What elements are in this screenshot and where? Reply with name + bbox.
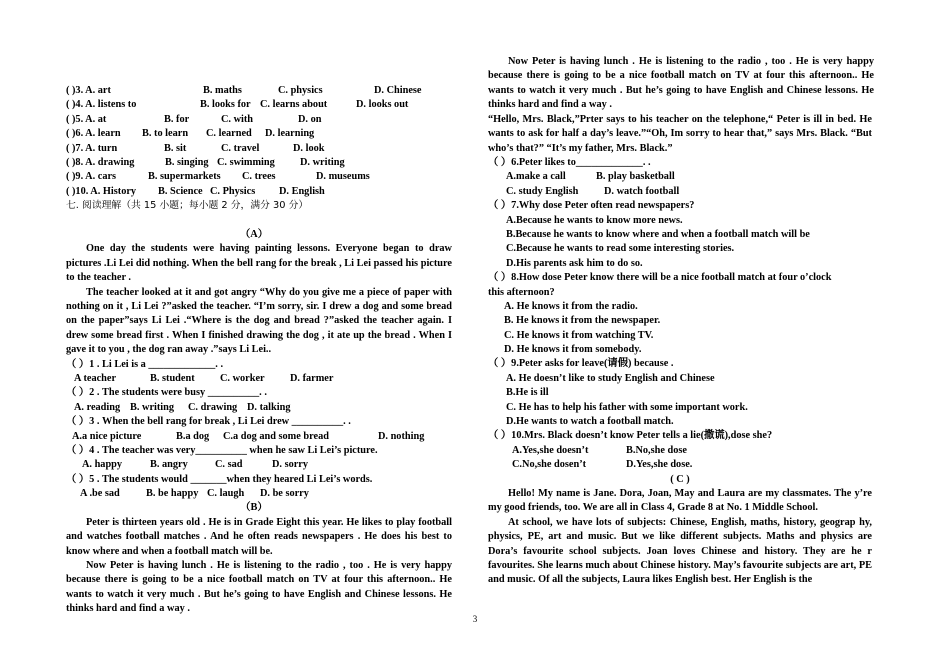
- passage-c-paragraph: At school, we have lots of subjects: Chinese, English, maths, history, geograp hy, physics, PE, art and music. But we like different subjects. Maths and physics are Dora’s favourite school subjects. Joan loves Chinese and history. They are he r favourites. She learns much about Chinese history. May’s favourite subjects are art, PE and music. Of all the subjects, Laura likes English best. Her English is the: [488, 516, 872, 586]
- option-c: C. study English: [506, 185, 579, 197]
- option-b: B.He is ill: [506, 387, 549, 399]
- option-d: D. English: [279, 185, 325, 197]
- option-b: B.Because he wants to know where and when a football match will be: [506, 228, 810, 240]
- option-b: B. to learn: [142, 128, 189, 140]
- question-number: ( )4. A. listens to: [66, 99, 137, 111]
- cloze-option-row: [66, 127, 452, 141]
- cloze-option-row: [66, 98, 452, 112]
- option-b: B.a dog: [176, 430, 210, 442]
- question: （ ）9.Peter asks for leave(请假) because .: [488, 358, 674, 370]
- option-d: D. looks out: [356, 99, 409, 111]
- answer-options: [66, 487, 452, 501]
- option-c: C. drawing: [188, 401, 238, 413]
- option-d: D. sorry: [272, 459, 309, 471]
- option-c: C. with: [221, 113, 254, 125]
- option-a: A.Because he wants to know more news.: [506, 214, 683, 226]
- option-c: C. physics: [278, 85, 323, 96]
- option-d: D. museums: [316, 171, 370, 183]
- option-d: D. look: [293, 142, 325, 154]
- option-b: B. singing: [165, 156, 209, 168]
- passage-b-label: （B）: [240, 502, 268, 514]
- option-d: D. on: [298, 113, 322, 125]
- question: （ ）1 . Li Lei is a _____________. .: [66, 358, 224, 370]
- option-d: D. be sorry: [260, 488, 309, 500]
- passage-b-paragraph-cont: [488, 55, 874, 113]
- passage-b-paragraph: Now Peter is having lunch . He is listening to the radio , too . He is very happy because there is going to be a nice football match on TV at four this afternoon.. He wants to watch it very much . But he’s going to have English and Chinese lessons. He thinks hard and find a way .: [66, 560, 452, 615]
- passage-b-paragraph-continued: Now Peter is having lunch . He is listening to the radio , too . He is very happy because there is going to be a nice football match on TV at four this afternoon.. He wants to watch it very much . But he’s going to have English and Chinese lessons. He thinks hard and find a way .: [488, 55, 874, 111]
- option-d: D. nothing: [378, 430, 425, 442]
- answer-options: [488, 185, 872, 199]
- cloze-option-row: [66, 156, 452, 170]
- option-a: A. He doesn’t like to study English and Chinese: [506, 372, 715, 384]
- option-c: C. laugh: [207, 488, 245, 500]
- page-number: 3: [472, 614, 478, 624]
- question: （ ）7.Why dose Peter often read newspapers?: [488, 200, 695, 212]
- cloze-option-row: [66, 84, 452, 98]
- option-b: B.No,she dose: [626, 444, 687, 456]
- option-d: D. watch football: [604, 185, 680, 197]
- answer-options: [488, 170, 872, 184]
- answer-options: [66, 401, 452, 415]
- option-a: A. happy: [82, 459, 123, 471]
- question-number: ( )8. A. drawing: [66, 156, 135, 168]
- left-column: [66, 84, 452, 615]
- option-a: A. reading: [74, 401, 121, 413]
- spacer: [66, 214, 452, 228]
- option-c: C. swimming: [217, 156, 275, 168]
- option-c: C. learned: [206, 128, 252, 140]
- option-c: C.a dog and some bread: [223, 430, 329, 442]
- question-number: ( )7. A. turn: [66, 142, 118, 154]
- option-a: A.a nice picture: [72, 430, 142, 442]
- passage-b-paragraph: “Hello, Mrs. Black,”Prter says to his teacher on the telephone,“ Peter is ill in bed. He wants to ask for half a day’s leave.”“Oh, Im sorry to hear that,” says Mrs. Black. “But who’s that?” “It’s my father, Mrs. Black.”: [488, 113, 872, 154]
- option-c: C.Because he wants to read some interesting stories.: [506, 243, 735, 255]
- question: （ ）10.Mrs. Black doesn’t know Peter tells a lie(撒谎),dose she?: [488, 430, 773, 442]
- question: （ ）8.How dose Peter know there will be a nice football match at four o’clock: [488, 272, 832, 284]
- question: （ ）4 . The teacher was very__________ when he saw Li Lei’s picture.: [66, 444, 378, 456]
- option-c: C. learns about: [260, 99, 328, 111]
- option-d: D. farmer: [290, 372, 334, 384]
- option-b: B. be happy: [146, 488, 199, 500]
- option-c: C. sad: [215, 459, 243, 471]
- passage-c-label: ( C ): [670, 473, 690, 485]
- cloze-option-row: [66, 185, 452, 199]
- option-d: D.He wants to watch a football match.: [506, 416, 674, 428]
- option-b: B. supermarkets: [148, 171, 221, 183]
- question-number: ( )10. A. History: [66, 185, 137, 197]
- option-b: B. writing: [130, 401, 175, 413]
- option-a: A. He knows it from the radio.: [504, 300, 638, 312]
- answer-options: [66, 372, 452, 386]
- option-b: B. He knows it from the newspaper.: [504, 315, 661, 327]
- option-c: C. travel: [221, 142, 260, 154]
- option-c: C. He has to help his father with some important work.: [506, 401, 748, 413]
- cloze-option-row: [66, 142, 452, 156]
- question: （ ）2 . The students were busy __________. .: [66, 387, 267, 399]
- question-number: ( )3. A. art: [66, 85, 111, 96]
- cloze-options: [66, 84, 452, 199]
- right-column: [488, 55, 874, 588]
- option-d: D.Yes,she dose.: [626, 459, 693, 471]
- option-d: D. talking: [247, 401, 291, 413]
- passage-c-paragraph: Hello! My name is Jane. Dora, Joan, May and Laura are my classmates. The y’re my good friends, too. We are all in Class 4, Grade 8 at No. 1 Middle School.: [488, 488, 872, 514]
- option-b: B. maths: [203, 85, 242, 96]
- passage-b-paragraph: Peter is thirteen years old . He is in Grade Eight this year. He likes to play football and watches football matches . And he often reads newspapers . He does his best to know where and when a football match will be.: [66, 516, 452, 557]
- answer-options: [66, 458, 452, 472]
- passage-a-paragraph: The teacher looked at it and got angry “Why do you give me a piece of paper with nothing on it , Li Lei ?”asked the teacher. “I’m sorry, sir. I drew a dog and some bread on the paper”says Li Lei .“Where is the dog and bread ?”asked the teacher again. I drew some bread first . When I finished drawing the dog , it ate up the bread . When I gave it to you , the dog ran away .”says Li Lei..: [66, 286, 452, 356]
- question-number: ( )5. A. at: [66, 113, 107, 125]
- section-heading: 七. 阅读理解（共 15 小题；每小题 2 分，满分 30 分）: [66, 200, 309, 212]
- question-number: ( )6. A. learn: [66, 128, 121, 140]
- option-b: B. Science: [158, 185, 203, 197]
- question: （ ）6.Peter likes to_____________. .: [488, 157, 651, 169]
- question: （ ）5 . The students would _______when they heared Li Lei’s words.: [66, 473, 373, 485]
- option-d: D.His parents ask him to do so.: [506, 257, 643, 269]
- option-d: D. writing: [300, 156, 345, 168]
- option-d: D. Chinese: [374, 85, 422, 96]
- option-c: C. He knows it from watching TV.: [504, 329, 654, 341]
- question-continued: this afternoon?: [488, 286, 555, 298]
- option-c: C. worker: [220, 372, 265, 384]
- option-d: D. He knows it from somebody.: [504, 344, 642, 356]
- option-b: B. student: [150, 372, 195, 384]
- question: （ ）3 . When the bell rang for break , Li Lei drew __________. .: [66, 416, 351, 428]
- option-b: B. angry: [150, 459, 188, 471]
- answer-options: [488, 444, 872, 458]
- option-c: C. trees: [242, 171, 276, 183]
- question-number: ( )9. A. cars: [66, 171, 117, 183]
- option-b: B. for: [164, 113, 190, 125]
- option-b: B. sit: [164, 142, 187, 154]
- option-a: A.make a call: [506, 171, 566, 183]
- option-c: C.No,she dosen’t: [512, 459, 587, 471]
- option-d: D. learning: [265, 128, 315, 140]
- option-a: A.Yes,she doesn’t: [512, 444, 589, 456]
- option-b: B. looks for: [200, 99, 251, 111]
- passage-a-label: （A）: [239, 228, 269, 240]
- option-a: A teacher: [74, 372, 117, 384]
- cloze-option-row: [66, 170, 452, 184]
- cloze-option-row: [66, 113, 452, 127]
- answer-options: [66, 430, 452, 444]
- passage-a-paragraph: One day the students were having painting lessons. Everyone began to draw pictures .Li Lei did nothing. When the bell rang for the break , Li Lei passed his picture to the teacher .: [66, 243, 452, 284]
- option-a: A .be sad: [80, 488, 120, 500]
- option-c: C. Physics: [210, 185, 256, 197]
- answer-options: [488, 458, 872, 472]
- option-b: B. play basketball: [596, 171, 675, 183]
